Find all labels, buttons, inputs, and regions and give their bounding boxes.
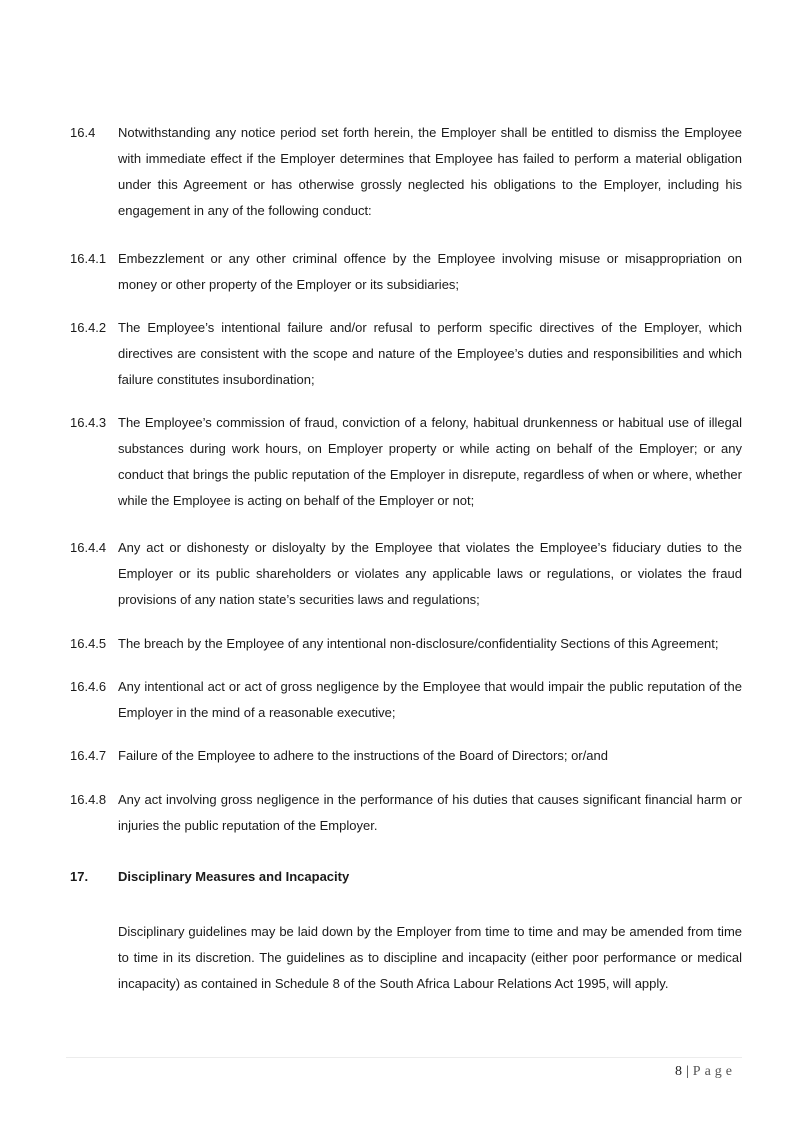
page-footer (675, 1064, 736, 1080)
clause-number: 16.4.1 (70, 251, 107, 266)
clause-text: Any intentional act or act of gross negligence by the Employee that would impair the public reputation of the Employer in the mind of a reasonable executive; (118, 679, 742, 720)
clause-number: 16.4.5 (70, 636, 107, 651)
clause-text: Embezzlement or any other criminal offence by the Employee involving misuse or misappropriation on money or other property of the Employer or its subsidiaries; (118, 251, 742, 292)
clause-number: 16.4.3 (70, 415, 107, 430)
section-body-text: Disciplinary guidelines may be laid down by the Employer from time to time and may be amended from time to time in its discretion. The guidelines as to discipline and incapacity (either poor performance or medical incapacity) as contained in Schedule 8 of the South Africa Labour Relations Act 1995, will apply. (118, 924, 742, 991)
page-label: Page (692, 1064, 736, 1079)
clause-number: 16.4.7 (70, 748, 107, 763)
clause-text: Any act involving gross negligence in the performance of his duties that causes significant financial harm or injuries the public reputation of the Employer. (118, 792, 742, 833)
clause-number: 16.4.2 (70, 320, 107, 335)
clause-text: The breach by the Employee of any intentional non-disclosure/confidentiality Sections of this Agreement; (118, 636, 719, 651)
clause-number: 16.4 (70, 125, 96, 140)
clause-text: The Employee’s intentional failure and/or refusal to perform specific directives of the Employer, which directives are consistent with the scope and nature of the Employee’s duties and responsibilities and which failure constitutes insubordination; (118, 320, 742, 387)
footer-divider (66, 1057, 742, 1058)
clause-text: The Employee’s commission of fraud, conviction of a felony, habitual drunkenness or habitual use of illegal substances during work hours, on Employer property or while acting on behalf of the Employer; or any conduct that brings the public reputation of the Employer in disrepute, regardless of when or where, whether while the Employee is acting on behalf of the Employer or not; (118, 415, 742, 508)
clause-number: 16.4.4 (70, 540, 107, 555)
clause-text: Failure of the Employee to adhere to the instructions of the Board of Directors; or/and (118, 748, 608, 763)
section-number: 17. (70, 869, 89, 884)
page-number: 8 (674, 1064, 682, 1079)
clause-text: Any act or dishonesty or disloyalty by the Employee that violates the Employee’s fiduciary duties to the Employer or its public shareholders or violates any applicable laws or regulations, or violates the fraud provisions of any nation state’s securities laws and regulations; (118, 540, 742, 607)
clause-text: Notwithstanding any notice period set forth herein, the Employer shall be entitled to dismiss the Employee with immediate effect if the Employer determines that Employee has failed to perform a material obligation under this Agreement or has otherwise grossly neglected his obligations to the Employer, including his engagement in any of the following conduct: (118, 125, 742, 218)
section-title: Disciplinary Measures and Incapacity (118, 869, 350, 884)
footer-separator: | (685, 1064, 689, 1079)
clause-number: 16.4.8 (70, 792, 107, 807)
clause-number: 16.4.6 (70, 679, 107, 694)
